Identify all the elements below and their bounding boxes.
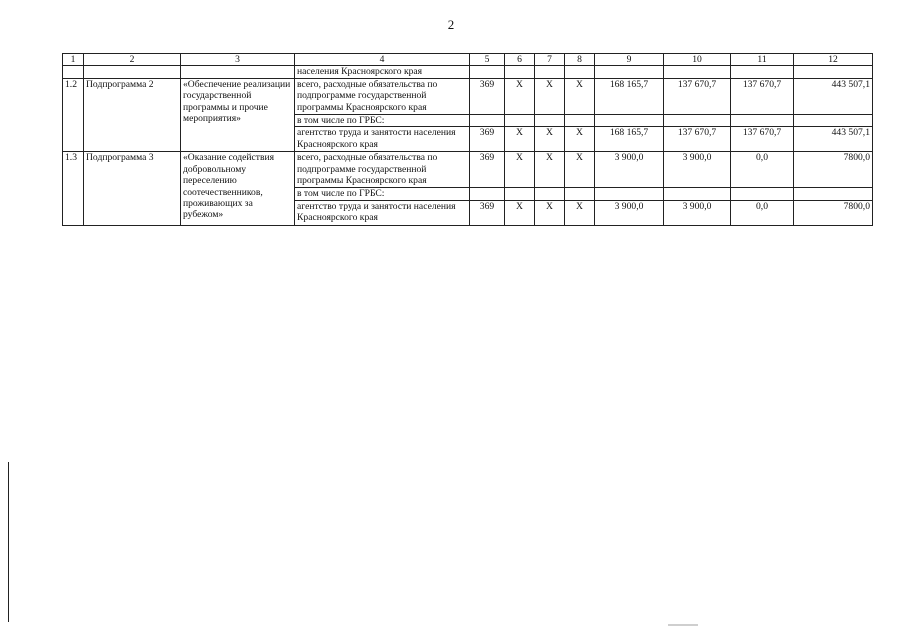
- value-cell: 168 165,7: [595, 79, 664, 115]
- column-header: 9: [595, 54, 664, 66]
- value-cell: 443 507,1: [794, 127, 873, 152]
- column-header: 1: [63, 54, 84, 66]
- column-header: 8: [565, 54, 595, 66]
- row-grbs-label: в том числе по ГРБС:: [295, 115, 470, 127]
- value-cell: 7800,0: [794, 152, 873, 188]
- row-number: 1.2: [63, 79, 84, 152]
- row-name: «Обеспечение реализации государственной программы и прочие мероприятия»: [181, 79, 295, 152]
- table-row: [63, 152, 873, 188]
- value-cell: 137 670,7: [664, 79, 731, 115]
- continuation-text: населения Красноярского края: [295, 66, 470, 79]
- cell-x: X: [565, 152, 595, 188]
- grbs-code: 369: [470, 79, 505, 115]
- scan-artifact: [668, 624, 698, 626]
- row-name: «Оказание содействия добровольному переселению соотечественников, проживающих за рубежом»: [181, 152, 295, 225]
- value-cell: 0,0: [731, 152, 794, 188]
- column-header: 10: [664, 54, 731, 66]
- value-cell: 137 670,7: [731, 79, 794, 115]
- column-header: 6: [505, 54, 535, 66]
- grbs-code: 369: [470, 127, 505, 152]
- row-status: Подпрограмма 3: [84, 152, 181, 225]
- row-number: 1.3: [63, 152, 84, 225]
- scan-margin-line: [8, 462, 9, 622]
- value-cell: 168 165,7: [595, 127, 664, 152]
- value-cell: 3 900,0: [664, 152, 731, 188]
- page-number: 2: [447, 17, 455, 32]
- cell-x: X: [505, 79, 535, 115]
- value-cell: 0,0: [731, 200, 794, 225]
- column-header: 7: [535, 54, 565, 66]
- value-cell: 3 900,0: [595, 200, 664, 225]
- value-cell: 7800,0: [794, 200, 873, 225]
- column-header: 4: [295, 54, 470, 66]
- cell-x: X: [505, 200, 535, 225]
- value-cell: 137 670,7: [731, 127, 794, 152]
- value-cell: 137 670,7: [664, 127, 731, 152]
- table-row: [63, 79, 873, 115]
- row-agency-label: агентство труда и занятости населения Красноярского края: [295, 200, 470, 225]
- cell-x: X: [565, 127, 595, 152]
- cell-x: X: [535, 152, 565, 188]
- cell-x: X: [535, 79, 565, 115]
- cell-x: X: [535, 127, 565, 152]
- cell-x: X: [565, 79, 595, 115]
- row-total-label: всего, расходные обязательства по подпрограмме государственной программы Красноярского края: [295, 152, 470, 188]
- column-header: 5: [470, 54, 505, 66]
- column-header: 11: [731, 54, 794, 66]
- value-cell: 3 900,0: [664, 200, 731, 225]
- column-header: 2: [84, 54, 181, 66]
- row-grbs-label: в том числе по ГРБС:: [295, 188, 470, 200]
- column-header: 3: [181, 54, 295, 66]
- value-cell: 3 900,0: [595, 152, 664, 188]
- column-header: 12: [794, 54, 873, 66]
- continuation-row: [63, 66, 873, 79]
- row-total-label: всего, расходные обязательства по подпрограмме государственной программы Красноярского края: [295, 79, 470, 115]
- table-header-row: [63, 54, 873, 66]
- row-agency-label: агентство труда и занятости населения Красноярского края: [295, 127, 470, 152]
- value-cell: 443 507,1: [794, 79, 873, 115]
- grbs-code: 369: [470, 200, 505, 225]
- cell-x: X: [505, 152, 535, 188]
- cell-x: X: [505, 127, 535, 152]
- grbs-code: 369: [470, 152, 505, 188]
- row-status: Подпрограмма 2: [84, 79, 181, 152]
- cell-x: X: [565, 200, 595, 225]
- cell-x: X: [535, 200, 565, 225]
- budget-table: [62, 53, 873, 226]
